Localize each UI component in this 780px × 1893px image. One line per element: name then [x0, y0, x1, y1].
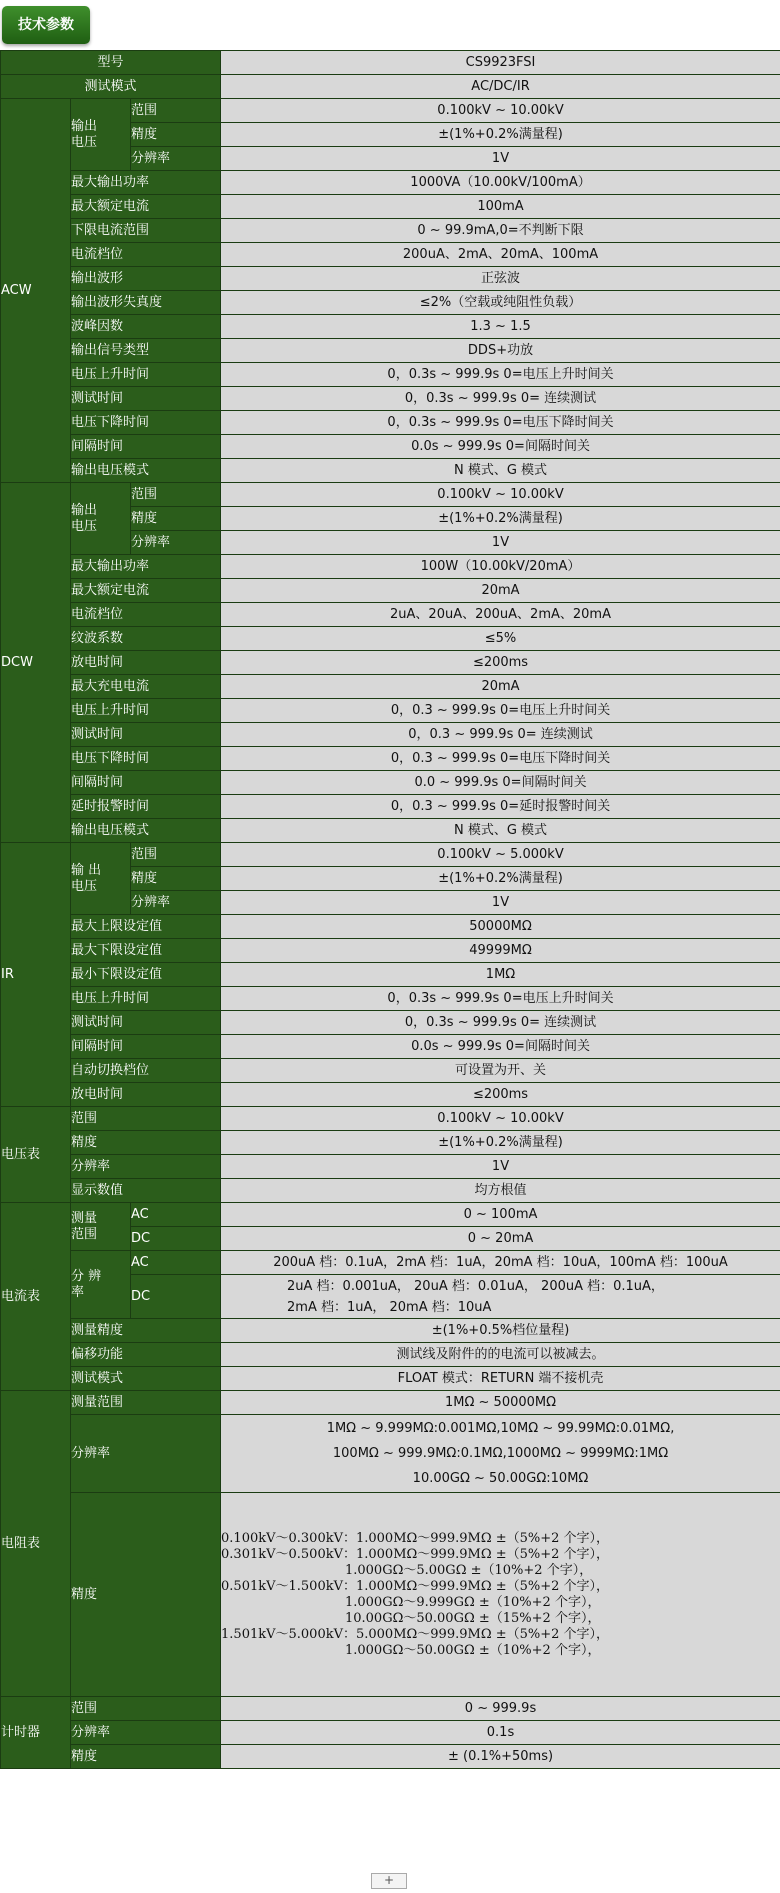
- param-value: 0 ~ 999.9s: [221, 1697, 780, 1721]
- param-label: 电流档位: [71, 243, 221, 267]
- dc-label: DC: [131, 1227, 221, 1251]
- section-title-dcw: DCW: [1, 483, 71, 843]
- table-row: [1, 771, 780, 795]
- ac-label: AC: [131, 1203, 221, 1227]
- table-row: [1, 963, 780, 987]
- param-label: 输出信号类型: [71, 339, 221, 363]
- param-value: 0.100kV ~ 10.00kV: [221, 99, 780, 123]
- param-value: 0.0 ~ 999.9s 0=间隔时间关: [221, 771, 780, 795]
- table-row: [1, 1203, 780, 1227]
- accuracy-line: 0.100kV～0.300kV：1.000MΩ～999.9MΩ ±（5%+2 个字），: [221, 1530, 610, 1546]
- table-row: [1, 1251, 780, 1275]
- param-value: 0.0s ~ 999.9s 0=间隔时间关: [221, 1035, 780, 1059]
- param-value: 0.100kV ~ 5.000kV: [221, 843, 780, 867]
- param-value: 0.1s: [221, 1721, 780, 1745]
- tab-bar: [0, 0, 780, 50]
- param-label: 精度: [131, 123, 221, 147]
- table-row: [1, 1179, 780, 1203]
- table-row: [1, 603, 780, 627]
- param-value: ≤200ms: [221, 651, 780, 675]
- param-value: 1000VA（10.00kV/100mA）: [221, 171, 780, 195]
- tab-tech-params[interactable]: 技术参数: [2, 6, 90, 44]
- table-row: [1, 579, 780, 603]
- accuracy-line: 1.000GΩ～50.00GΩ ±（10%+2 个字），: [221, 1642, 601, 1658]
- table-row: [1, 1083, 780, 1107]
- param-value: 0 ~ 99.9mA,0=不判断下限: [221, 219, 780, 243]
- table-row: [1, 483, 780, 507]
- table-row: [1, 1391, 780, 1415]
- param-value: FLOAT 模式：RETURN 端不接机壳: [221, 1367, 780, 1391]
- table-row: [1, 723, 780, 747]
- table-row: [1, 387, 780, 411]
- param-label: 分辨率: [131, 531, 221, 555]
- param-value: 1MΩ ~ 50000MΩ: [221, 1391, 780, 1415]
- accuracy-block: [221, 1493, 780, 1697]
- param-label: 输出波形失真度: [71, 291, 221, 315]
- param-label: 测量精度: [71, 1319, 221, 1343]
- param-label: 范围: [131, 843, 221, 867]
- table-row: [1, 1035, 780, 1059]
- table-row: [1, 1493, 780, 1697]
- param-label: 范围: [71, 1697, 221, 1721]
- param-value: 0 ~ 100mA: [221, 1203, 780, 1227]
- table-row: [1, 51, 780, 75]
- accuracy-line: 1.000GΩ～5.00GΩ ±（10%+2 个字），: [221, 1562, 593, 1578]
- param-value: 100W（10.00kV/20mA）: [221, 555, 780, 579]
- param-label: 分辨率: [71, 1155, 221, 1179]
- table-row: [1, 747, 780, 771]
- table-row: [1, 699, 780, 723]
- section-title-acw: ACW: [1, 99, 71, 483]
- param-value: ±(1%+0.2%满量程): [221, 867, 780, 891]
- param-value: 0，0.3s ~ 999.9s 0= 连续测试: [221, 387, 780, 411]
- param-label: 范围: [131, 99, 221, 123]
- param-label: 最大输出功率: [71, 171, 221, 195]
- param-value: CS9923FSI: [221, 51, 780, 75]
- param-value: ± (0.1%+50ms): [221, 1745, 780, 1769]
- table-row: [1, 435, 780, 459]
- table-row: [1, 75, 780, 99]
- param-label: 最大下限设定值: [71, 939, 221, 963]
- table-row: [1, 1367, 780, 1391]
- param-value: ≤5%: [221, 627, 780, 651]
- param-label: 最小下限设定值: [71, 963, 221, 987]
- table-row: [1, 219, 780, 243]
- table-row: [1, 339, 780, 363]
- table-row: [1, 411, 780, 435]
- section-title-ir: IR: [1, 843, 71, 1107]
- accuracy-line: 1.501kV～5.000kV：5.000MΩ～999.9MΩ ±（5%+2 个字），: [221, 1626, 610, 1642]
- table-row: [1, 1131, 780, 1155]
- table-row: [1, 939, 780, 963]
- param-value: ±(1%+0.2%满量程): [221, 1131, 780, 1155]
- param-value: 20mA: [221, 675, 780, 699]
- param-label: 纹波系数: [71, 627, 221, 651]
- table-row: [1, 1697, 780, 1721]
- param-label: 间隔时间: [71, 771, 221, 795]
- param-value: 0，0.3s ~ 999.9s 0=电压上升时间关: [221, 987, 780, 1011]
- table-row: [1, 243, 780, 267]
- table-row: [1, 195, 780, 219]
- expand-button[interactable]: +: [371, 1873, 407, 1889]
- table-row: [1, 555, 780, 579]
- param-value: 50000MΩ: [221, 915, 780, 939]
- param-value: 2uA、20uA、200uA、2mA、20mA: [221, 603, 780, 627]
- param-label: 型号: [1, 51, 221, 75]
- table-row: [1, 363, 780, 387]
- table-row: [1, 1343, 780, 1367]
- accuracy-line: 1.000GΩ～9.999GΩ ±（10%+2 个字），: [221, 1594, 601, 1610]
- param-label: 输出电压模式: [71, 459, 221, 483]
- accuracy-line: 0.301kV～0.500kV：1.000MΩ～999.9MΩ ±（5%+2 个字），: [221, 1546, 610, 1562]
- param-label: 输出电压模式: [71, 819, 221, 843]
- output-voltage-label: 输出 电压: [71, 483, 131, 555]
- param-value: 200uA 档：0.1uA，2mA 档：1uA，20mA 档：10uA，100mA 档：100uA: [221, 1251, 780, 1275]
- param-value: 1V: [221, 1155, 780, 1179]
- param-value: 0，0.3s ~ 999.9s 0= 连续测试: [221, 1011, 780, 1035]
- section-title-ohmmeter: 电阻表: [1, 1391, 71, 1697]
- param-value: 0，0.3 ~ 999.9s 0=延时报警时间关: [221, 795, 780, 819]
- spec-table: [0, 50, 780, 1769]
- param-label: 精度: [71, 1745, 221, 1769]
- param-label: 精度: [71, 1131, 221, 1155]
- table-row: [1, 651, 780, 675]
- table-row: [1, 171, 780, 195]
- param-value: DDS+功放: [221, 339, 780, 363]
- param-label: 最大充电电流: [71, 675, 221, 699]
- ac-label: AC: [131, 1251, 221, 1275]
- table-row: [1, 675, 780, 699]
- param-label: 精度: [71, 1493, 221, 1697]
- param-value: ±(1%+0.5%档位量程): [221, 1319, 780, 1343]
- param-label: 下限电流范围: [71, 219, 221, 243]
- table-row: [1, 315, 780, 339]
- table-row: [1, 1155, 780, 1179]
- param-label: 分辨率: [131, 891, 221, 915]
- param-label: 最大额定电流: [71, 579, 221, 603]
- resolution-dc-line: 2uA 档：0.001uA， 20uA 档：0.01uA， 200uA 档：0.1uA，: [287, 1278, 664, 1294]
- resolution-line: 1MΩ ~ 9.999MΩ:0.001MΩ,10MΩ ~ 99.99MΩ:0.01MΩ,: [326, 1421, 675, 1436]
- resolution-label: 分 辨 率: [71, 1251, 131, 1319]
- param-label: 电压上升时间: [71, 699, 221, 723]
- param-label: 电压下降时间: [71, 747, 221, 771]
- table-row: [1, 1319, 780, 1343]
- param-label: 精度: [131, 867, 221, 891]
- param-value: 1V: [221, 531, 780, 555]
- param-value: 0，0.3 ~ 999.9s 0=电压上升时间关: [221, 699, 780, 723]
- table-row: [1, 843, 780, 867]
- param-label: 测试模式: [1, 75, 221, 99]
- resolution-block: [221, 1415, 780, 1493]
- param-label: 偏移功能: [71, 1343, 221, 1367]
- table-row: [1, 291, 780, 315]
- table-row: [1, 99, 780, 123]
- resolution-line: 10.00GΩ ~ 50.00GΩ:10MΩ: [412, 1471, 589, 1486]
- param-label: 输出波形: [71, 267, 221, 291]
- param-value: AC/DC/IR: [221, 75, 780, 99]
- param-value: 20mA: [221, 579, 780, 603]
- param-label: 最大额定电流: [71, 195, 221, 219]
- param-label: 测试时间: [71, 387, 221, 411]
- table-row: [1, 459, 780, 483]
- table-row: [1, 1059, 780, 1083]
- param-value: ≤2%（空载或纯阻性负载）: [221, 291, 780, 315]
- resolution-line: 100MΩ ~ 999.9MΩ:0.1MΩ,1000MΩ ~ 9999MΩ:1MΩ: [332, 1446, 669, 1461]
- param-value: 100mA: [221, 195, 780, 219]
- param-value: 测试线及附件的的电流可以被减去。: [221, 1343, 780, 1367]
- param-label: 放电时间: [71, 1083, 221, 1107]
- param-label: 范围: [131, 483, 221, 507]
- param-value: 0，0.3s ~ 999.9s 0=电压上升时间关: [221, 363, 780, 387]
- param-value: ±(1%+0.2%满量程): [221, 123, 780, 147]
- param-value: 0，0.3 ~ 999.9s 0=电压下降时间关: [221, 747, 780, 771]
- param-label: 测量范围: [71, 1391, 221, 1415]
- param-value: ±(1%+0.2%满量程): [221, 507, 780, 531]
- param-label: 分辨率: [71, 1415, 221, 1493]
- param-value: 0.0s ~ 999.9s 0=间隔时间关: [221, 435, 780, 459]
- table-row: [1, 987, 780, 1011]
- param-value: 200uA、2mA、20mA、100mA: [221, 243, 780, 267]
- param-value: 1V: [221, 147, 780, 171]
- dc-label: DC: [131, 1275, 221, 1319]
- table-row: [1, 1107, 780, 1131]
- table-row: [1, 1415, 780, 1493]
- table-row: [1, 267, 780, 291]
- accuracy-line: 10.00GΩ～50.00GΩ ±（15%+2 个字），: [221, 1610, 601, 1626]
- param-value: [221, 1275, 780, 1319]
- param-label: 分辨率: [131, 147, 221, 171]
- param-label: 测试模式: [71, 1367, 221, 1391]
- table-row: [1, 1721, 780, 1745]
- param-value: 正弦波: [221, 267, 780, 291]
- param-value: 1V: [221, 891, 780, 915]
- param-label: 放电时间: [71, 651, 221, 675]
- section-title-voltmeter: 电压表: [1, 1107, 71, 1203]
- param-value: 可设置为开、关: [221, 1059, 780, 1083]
- table-row: [1, 795, 780, 819]
- section-title-timer: 计时器: [1, 1697, 71, 1769]
- param-label: 精度: [131, 507, 221, 531]
- param-value: 0 ~ 20mA: [221, 1227, 780, 1251]
- table-row: [1, 1745, 780, 1769]
- param-label: 电压下降时间: [71, 411, 221, 435]
- param-label: 电压上升时间: [71, 987, 221, 1011]
- param-value: ≤200ms: [221, 1083, 780, 1107]
- param-label: 范围: [71, 1107, 221, 1131]
- param-value: 0，0.3s ~ 999.9s 0=电压下降时间关: [221, 411, 780, 435]
- param-value: 1.3 ~ 1.5: [221, 315, 780, 339]
- section-title-ammeter: 电流表: [1, 1203, 71, 1391]
- table-row: [1, 915, 780, 939]
- param-value: 0，0.3 ~ 999.9s 0= 连续测试: [221, 723, 780, 747]
- table-row: [1, 819, 780, 843]
- param-label: 测试时间: [71, 1011, 221, 1035]
- accuracy-line: 0.501kV～1.500kV：1.000MΩ～999.9MΩ ±（5%+2 个字），: [221, 1578, 610, 1594]
- output-voltage-label: 输 出 电压: [71, 843, 131, 915]
- param-label: 自动切换档位: [71, 1059, 221, 1083]
- param-label: 波峰因数: [71, 315, 221, 339]
- param-value: 均方根值: [221, 1179, 780, 1203]
- param-value: 0.100kV ~ 10.00kV: [221, 483, 780, 507]
- param-label: 测试时间: [71, 723, 221, 747]
- output-voltage-label: 输出 电压: [71, 99, 131, 171]
- param-label: 电流档位: [71, 603, 221, 627]
- param-value: 49999MΩ: [221, 939, 780, 963]
- table-row: [1, 627, 780, 651]
- param-label: 间隔时间: [71, 435, 221, 459]
- param-value: N 模式、G 模式: [221, 459, 780, 483]
- param-label: 延时报警时间: [71, 795, 221, 819]
- param-label: 显示数值: [71, 1179, 221, 1203]
- param-value: 0.100kV ~ 10.00kV: [221, 1107, 780, 1131]
- param-label: 分辨率: [71, 1721, 221, 1745]
- param-value: 1MΩ: [221, 963, 780, 987]
- measure-range-label: 测量 范围: [71, 1203, 131, 1251]
- param-label: 最大上限设定值: [71, 915, 221, 939]
- param-label: 电压上升时间: [71, 363, 221, 387]
- resolution-dc-line: 2mA 档：1uA， 20mA 档：10uA: [287, 1299, 492, 1315]
- param-label: 间隔时间: [71, 1035, 221, 1059]
- param-value: N 模式、G 模式: [221, 819, 780, 843]
- table-row: [1, 1011, 780, 1035]
- param-label: 最大输出功率: [71, 555, 221, 579]
